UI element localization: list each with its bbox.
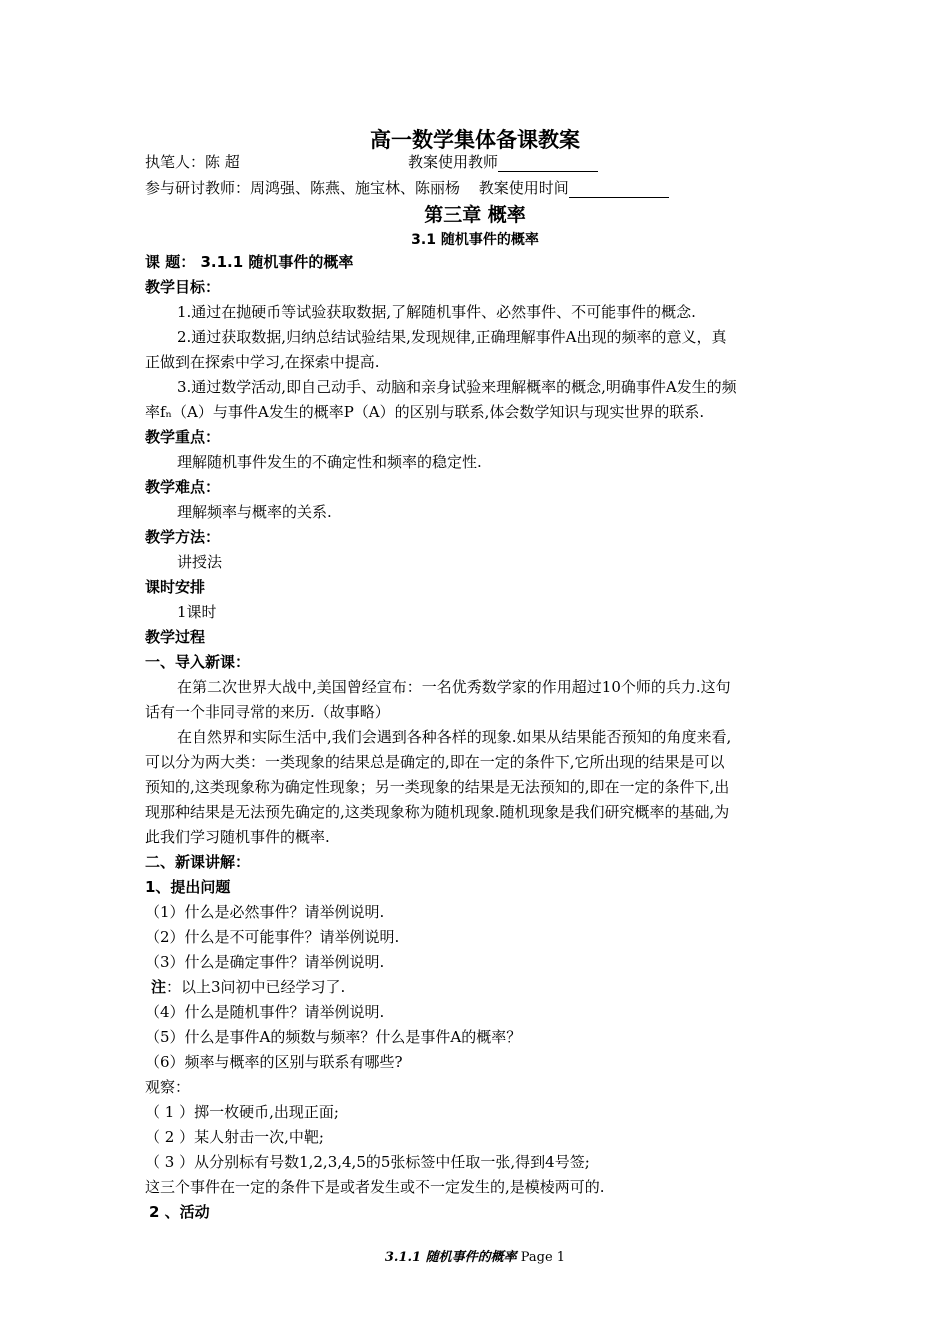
participants: 参与研讨教师：周鸿强、陈燕、施宝林、陈丽杨 bbox=[145, 179, 461, 197]
intro-heading: 一、导入新课： bbox=[145, 653, 251, 671]
intro-line: 话有一个非同寻常的来历.（故事略） bbox=[145, 703, 390, 721]
schedule-heading: 课时安排 bbox=[145, 578, 206, 596]
author-line bbox=[145, 152, 499, 172]
note-label: 注 bbox=[151, 978, 167, 996]
method-heading: 教学方法： bbox=[145, 528, 221, 546]
note-text: ：以上3问初中已经学习了. bbox=[166, 978, 346, 996]
intro-line: 此我们学习随机事件的概率. bbox=[145, 828, 330, 846]
objective-line: 率fₙ（A）与事件A发生的概率P（A）的区别与联系,体会数学知识与现实世界的联系. bbox=[145, 403, 705, 421]
use-time-blank bbox=[569, 181, 669, 198]
note-line bbox=[151, 977, 345, 997]
intro-line: 现那种结果是无法预先确定的,这类现象称为随机现象.随机现象是我们研究概率的基础,为 bbox=[145, 803, 730, 821]
question-item: （1）什么是必然事件？请举例说明. bbox=[145, 903, 385, 921]
intro-line: 在自然界和实际生活中,我们会遇到各种各样的现象.如果从结果能否预知的角度来看, bbox=[177, 728, 732, 746]
observation-item: （ 2 ）某人射击一次,中靶; bbox=[145, 1128, 324, 1146]
objective-line: 3.通过数学活动,即自己动手、动脑和亲身试验来理解概率的概念,明确事件A发生的频 bbox=[177, 378, 737, 396]
observation-item: （ 3 ）从分别标有号数1,2,3,4,5的5张标签中任取一张,得到4号签; bbox=[145, 1153, 590, 1171]
key-points-heading: 教学重点： bbox=[145, 428, 221, 446]
observe-label: 观察： bbox=[145, 1078, 191, 1096]
participants-line bbox=[145, 178, 669, 198]
topic: 课 题： 3.1.1 随机事件的概率 bbox=[145, 253, 354, 271]
new-lesson-heading: 二、新课讲解： bbox=[145, 853, 251, 871]
objective-line: 1.通过在抛硬币等试验获取数据,了解随机事件、必然事件、不可能事件的概念. bbox=[177, 303, 696, 321]
page-footer bbox=[0, 1246, 950, 1265]
intro-line: 在第二次世界大战中,美国曾经宣布：一名优秀数学家的作用超过10个师的兵力.这句 bbox=[177, 678, 731, 696]
footer-title: 3.1.1 随机事件的概率 bbox=[384, 1250, 517, 1265]
intro-line: 可以分为两大类：一类现象的结果总是确定的,即在一定的条件下,它所出现的结果是可以 bbox=[145, 753, 725, 771]
key-points-text: 理解随机事件发生的不确定性和频率的稳定性. bbox=[177, 453, 482, 471]
observation-item: （ 1 ）掷一枚硬币,出现正面; bbox=[145, 1103, 339, 1121]
chapter-title: 第三章 概率 bbox=[424, 204, 526, 226]
objectives-heading: 教学目标： bbox=[145, 278, 221, 296]
author: 执笔人：陈 超 bbox=[145, 153, 240, 171]
teacher-user-field bbox=[408, 152, 598, 172]
activity-heading: 2 、活动 bbox=[149, 1203, 210, 1221]
method-text: 讲授法 bbox=[177, 553, 223, 571]
intro-line: 预知的,这类现象称为确定性现象；另一类现象的结果是无法预知的,即在一定的条件下,出 bbox=[145, 778, 730, 796]
difficulties-heading: 教学难点： bbox=[145, 478, 221, 496]
teacher-user-label: 教案使用教师 bbox=[408, 153, 499, 171]
objective-line: 2.通过获取数据,归纳总结试验结果,发现规律,正确理解事件A出现的频率的意义，真 bbox=[177, 328, 727, 346]
question-item: （4）什么是随机事件？请举例说明. bbox=[145, 1003, 385, 1021]
difficulties-text: 理解频率与概率的关系. bbox=[177, 503, 332, 521]
conclusion: 这三个事件在一定的条件下是或者发生或不一定发生的,是模棱两可的. bbox=[145, 1178, 605, 1196]
use-time-label: 教案使用时间 bbox=[478, 179, 569, 197]
question-item: （3）什么是确定事件？请举例说明. bbox=[145, 953, 385, 971]
process-heading: 教学过程 bbox=[145, 628, 206, 646]
question-item: （2）什么是不可能事件？请举例说明. bbox=[145, 928, 400, 946]
footer-page: Page 1 bbox=[520, 1250, 566, 1265]
use-time-field bbox=[479, 179, 669, 197]
objective-line: 正做到在探索中学习,在探索中提高. bbox=[145, 353, 380, 371]
teacher-user-blank bbox=[498, 155, 598, 172]
section-title: 3.1 随机事件的概率 bbox=[411, 232, 539, 248]
page-title: 高一数学集体备课教案 bbox=[370, 128, 580, 152]
question-item: （5）什么是事件A的频数与频率？什么是事件A的概率？ bbox=[145, 1028, 522, 1046]
questions-heading: 1、提出问题 bbox=[145, 878, 231, 896]
schedule-text: 1课时 bbox=[177, 603, 217, 621]
question-item: （6）频率与概率的区别与联系有哪些? bbox=[145, 1053, 403, 1071]
